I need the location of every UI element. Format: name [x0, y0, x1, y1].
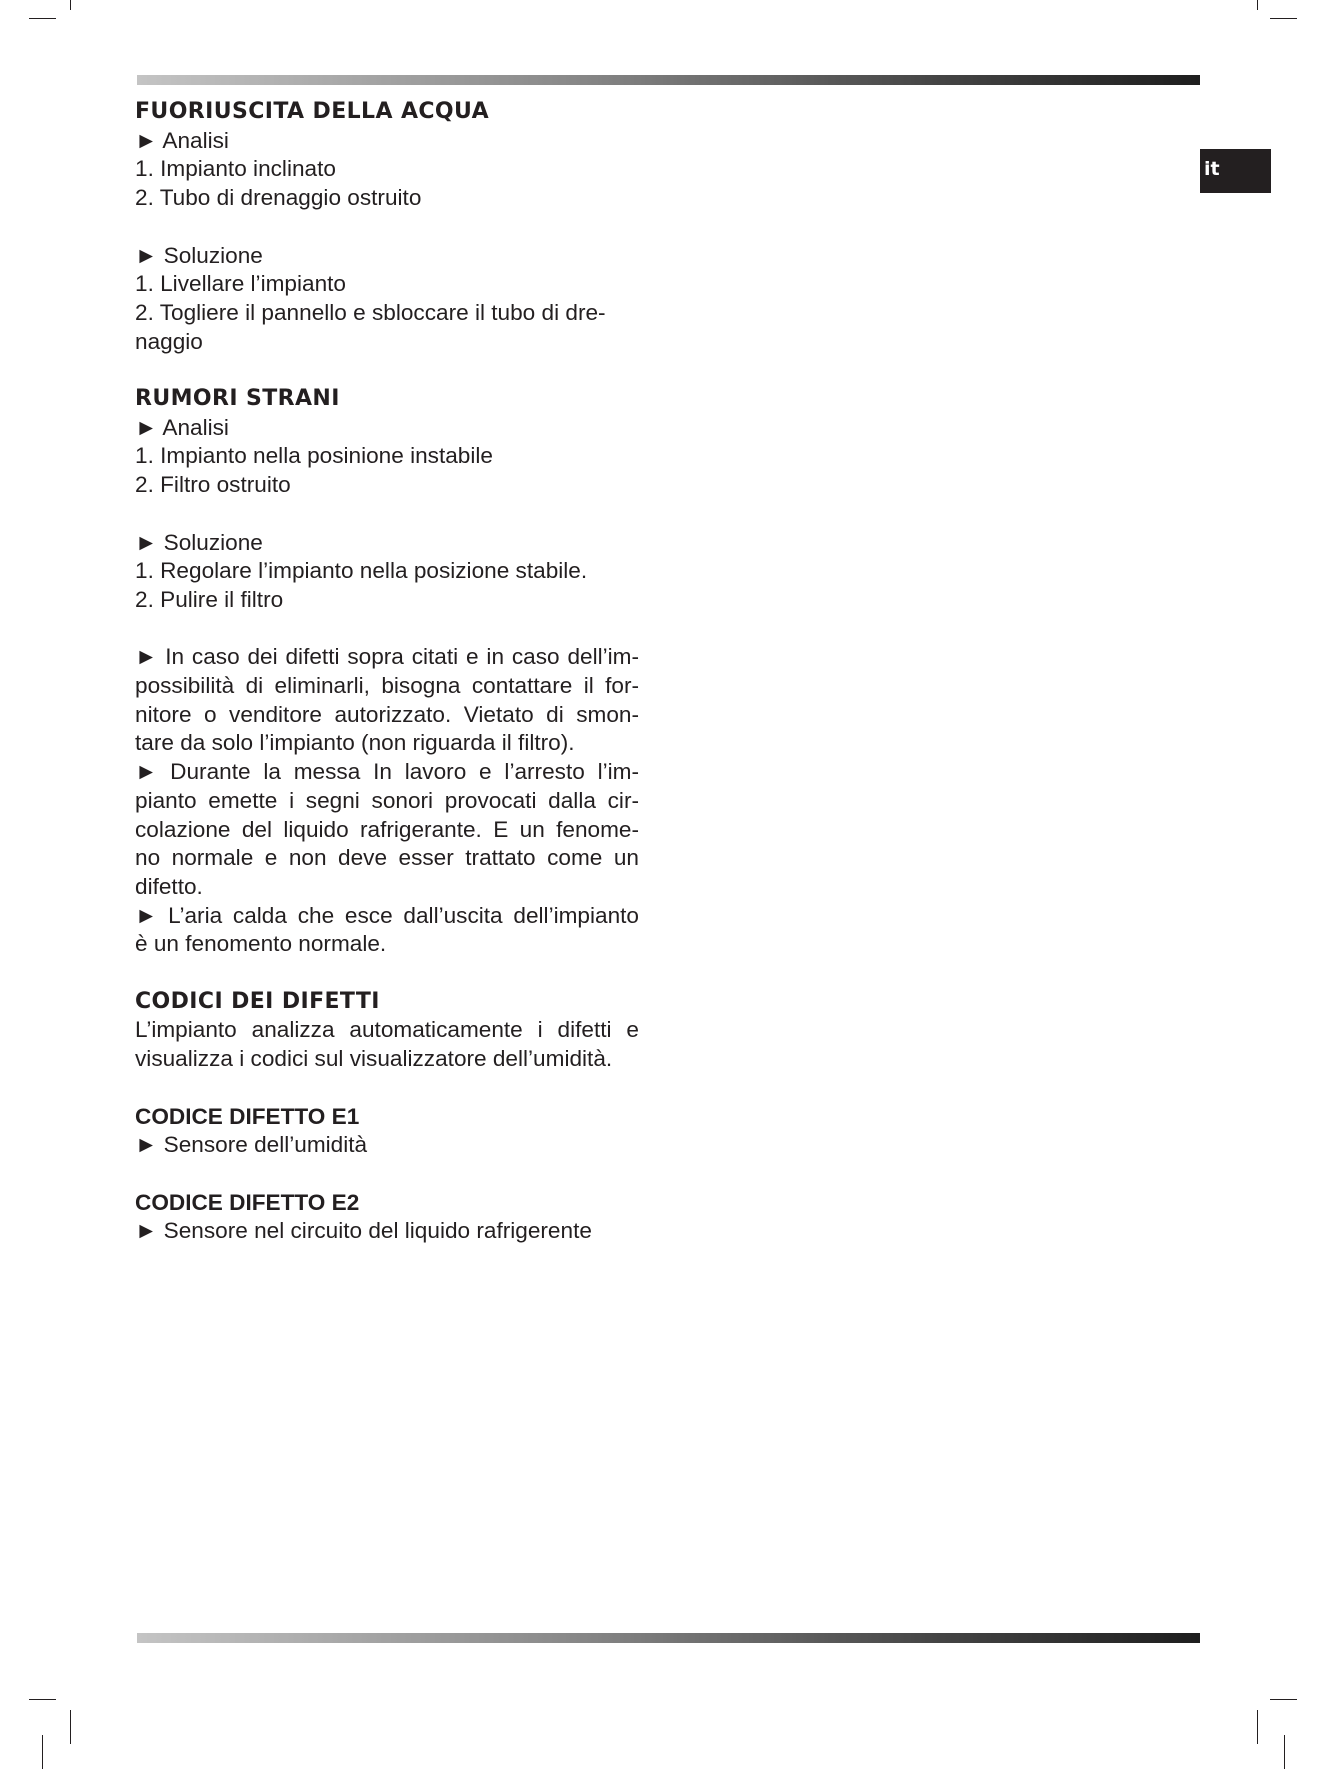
language-tab: it [1200, 149, 1271, 193]
error-code-e2-title: CODICE DIFETTO E2 [135, 1189, 360, 1215]
bottom-gradient-bar [137, 1633, 1200, 1643]
solution-label: ► Soluzione [135, 529, 263, 555]
section-heading-strange-noises: RUMORI STRANI [135, 386, 340, 411]
list-item: 2. Tubo di drenaggio ostruito [135, 185, 422, 211]
crop-mark [1257, 0, 1258, 10]
note-line: possibilità di eliminarli, bisogna contattare il for- [135, 673, 639, 698]
note-line: difetto. [135, 873, 203, 899]
note-line: ► Durante la messa In lavoro e l’arresto l’im- [135, 759, 639, 785]
crop-mark [70, 0, 71, 10]
list-item: 2. Togliere il pannello e sbloccare il tubo di dre- [135, 299, 606, 325]
error-code-e1-item: ► Sensore dell’umidità [135, 1132, 368, 1158]
list-item: 2. Filtro ostruito [135, 472, 291, 498]
note-line: tare da solo l’impianto (non riguarda il filtro). [135, 730, 575, 756]
description-line: visualizza i codici sul visualizzatore dell’umidità. [135, 1046, 613, 1072]
list-item: 1. Impianto inclinato [135, 156, 336, 182]
error-code-e1-title: CODICE DIFETTO E1 [135, 1103, 360, 1129]
crop-mark [70, 1710, 71, 1744]
crop-mark [1284, 1735, 1285, 1769]
crop-mark [1270, 1699, 1297, 1700]
note-line: colazione del liquido rafrigerante. E un fenome- [135, 816, 639, 842]
list-item: 1. Regolare l’impianto nella posizione stabile. [135, 558, 588, 584]
solution-label: ► Soluzione [135, 242, 263, 268]
list-item: 2. Pulire il filtro [135, 586, 284, 612]
note-line: ► L’aria calda che esce dall’uscita dell’impianto [135, 902, 639, 928]
analysis-label: ► Analisi [135, 127, 229, 153]
note-paragraph [135, 643, 639, 758]
section-heading-water-leak: FUORIUSCITA DELLA ACQUA [135, 99, 490, 124]
list-item-continuation: naggio [135, 328, 203, 354]
crop-mark [29, 18, 56, 19]
description-line: L’impianto analizza automaticamente i difetti e [135, 1017, 639, 1043]
note-line: no normale e non deve esser trattato come un [135, 845, 639, 871]
note-line: è un fenomento normale. [135, 931, 387, 957]
note-line: pianto emette i segni sonori provocati dalla cir- [135, 787, 639, 813]
top-gradient-bar [137, 75, 1200, 85]
note-line: nitore o venditore autorizzato. Vietato di smon- [135, 701, 639, 727]
crop-mark [1257, 1710, 1258, 1744]
crop-mark [42, 1735, 43, 1769]
section-heading-error-codes: CODICI DEI DIFETTI [135, 988, 380, 1014]
error-code-e2-item: ► Sensore nel circuito del liquido rafrigerente [135, 1218, 592, 1244]
crop-mark [29, 1699, 56, 1700]
document-body [135, 98, 639, 1246]
note-paragraph [135, 758, 639, 902]
note-paragraph [135, 902, 639, 959]
analysis-label: ► Analisi [135, 414, 229, 440]
list-item: 1. Impianto nella posinione instabile [135, 443, 493, 469]
note-line: ► In caso dei difetti sopra citati e in caso dell’im- [135, 644, 639, 670]
crop-mark [1270, 18, 1297, 19]
list-item: 1. Livellare l’impianto [135, 271, 346, 297]
